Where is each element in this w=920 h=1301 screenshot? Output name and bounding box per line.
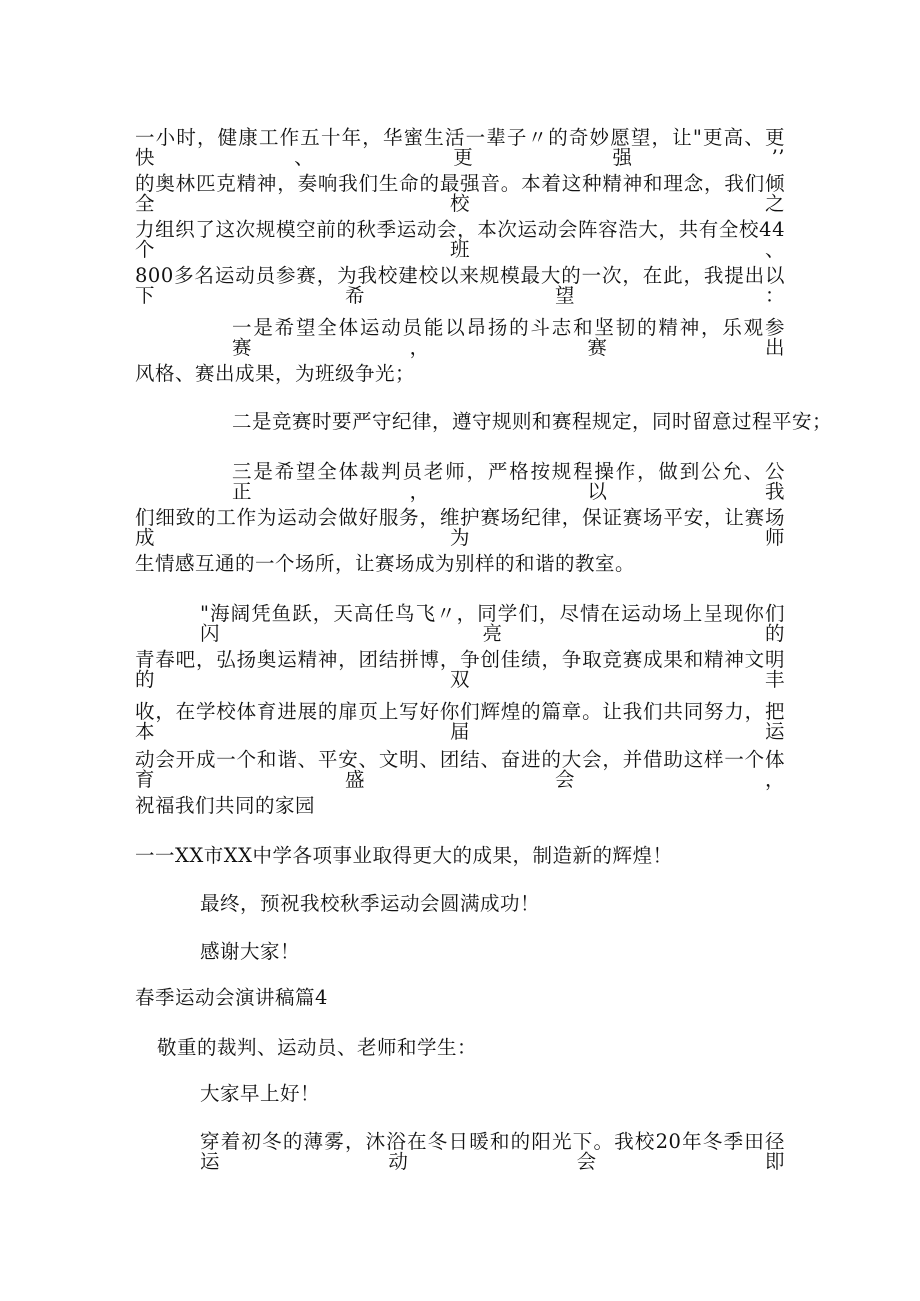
section-heading: 春季运动会演讲稿篇4 — [135, 986, 328, 1009]
text-line: 800多名运动员参赛，为我校建校以来规模最大的一次，在此，我提出以下希望： — [135, 264, 785, 307]
text-line: 力组织了这次规模空前的秋季运动会，本次运动会阵容浩大，共有全校44个班、 — [135, 218, 785, 261]
text-line: 穿着初冬的薄雾，沐浴在冬日暖和的阳光下。我校20年冬季田径运动会即 — [200, 1130, 785, 1173]
text-line: 三是希望全体裁判员老师，严格按规程操作，做到公允、公正，以我 — [232, 460, 785, 503]
text-line: 一一XX市XX中学各项事业取得更大的成果，制造新的辉煌！ — [135, 844, 673, 867]
text-line: 青春吧，弘扬奥运精神，团结拼博，争创佳绩，争取竞赛成果和精神文明的双丰 — [135, 648, 785, 691]
text-line: 最终，预祝我校秋季运动会圆满成功！ — [200, 892, 541, 915]
text-line: 一是希望全体运动员能以昂扬的斗志和坚韧的精神，乐观参赛，赛出 — [232, 316, 785, 359]
text-line: 敬重的裁判、运动员、老师和学生： — [157, 1036, 478, 1059]
text-line: 动会开成一个和谐、平安、文明、团结、奋进的大会，并借助这样一个体育盛会， — [135, 748, 785, 791]
text-line: 二是竞赛时要严守纪律，遵守规则和赛程规定，同时留意过程平安； — [232, 410, 833, 433]
text-line: 收，在学校体育进展的扉页上写好你们辉煌的篇章。让我们共同努力，把本届运 — [135, 700, 785, 743]
text-line: 的奥林匹克精神，奏响我们生命的最强音。本着这种精神和理念，我们倾全校之 — [135, 172, 785, 215]
text-line: "海阔凭鱼跃，天高任鸟飞〃，同学们，尽情在运动场上呈现你们闪亮的 — [200, 602, 785, 645]
text-line: 祝福我们共同的家园 — [135, 794, 316, 817]
text-line: 感谢大家！ — [200, 940, 301, 963]
text-line: 们细致的工作为运动会做好服务，维护赛场纪律，保证赛场平安，让赛场成为师 — [135, 506, 785, 549]
text-line: 大家早上好！ — [200, 1082, 321, 1105]
text-line: 生情感互通的一个场所，让赛场成为别样的和谐的教室。 — [135, 552, 636, 575]
text-line: 风格、赛出成果，为班级争光； — [135, 362, 416, 385]
text-line: 一小时，健康工作五十年，华蜜生活一辈子〃的奇妙愿望，让"更高、更快、更强’’ — [135, 126, 785, 169]
